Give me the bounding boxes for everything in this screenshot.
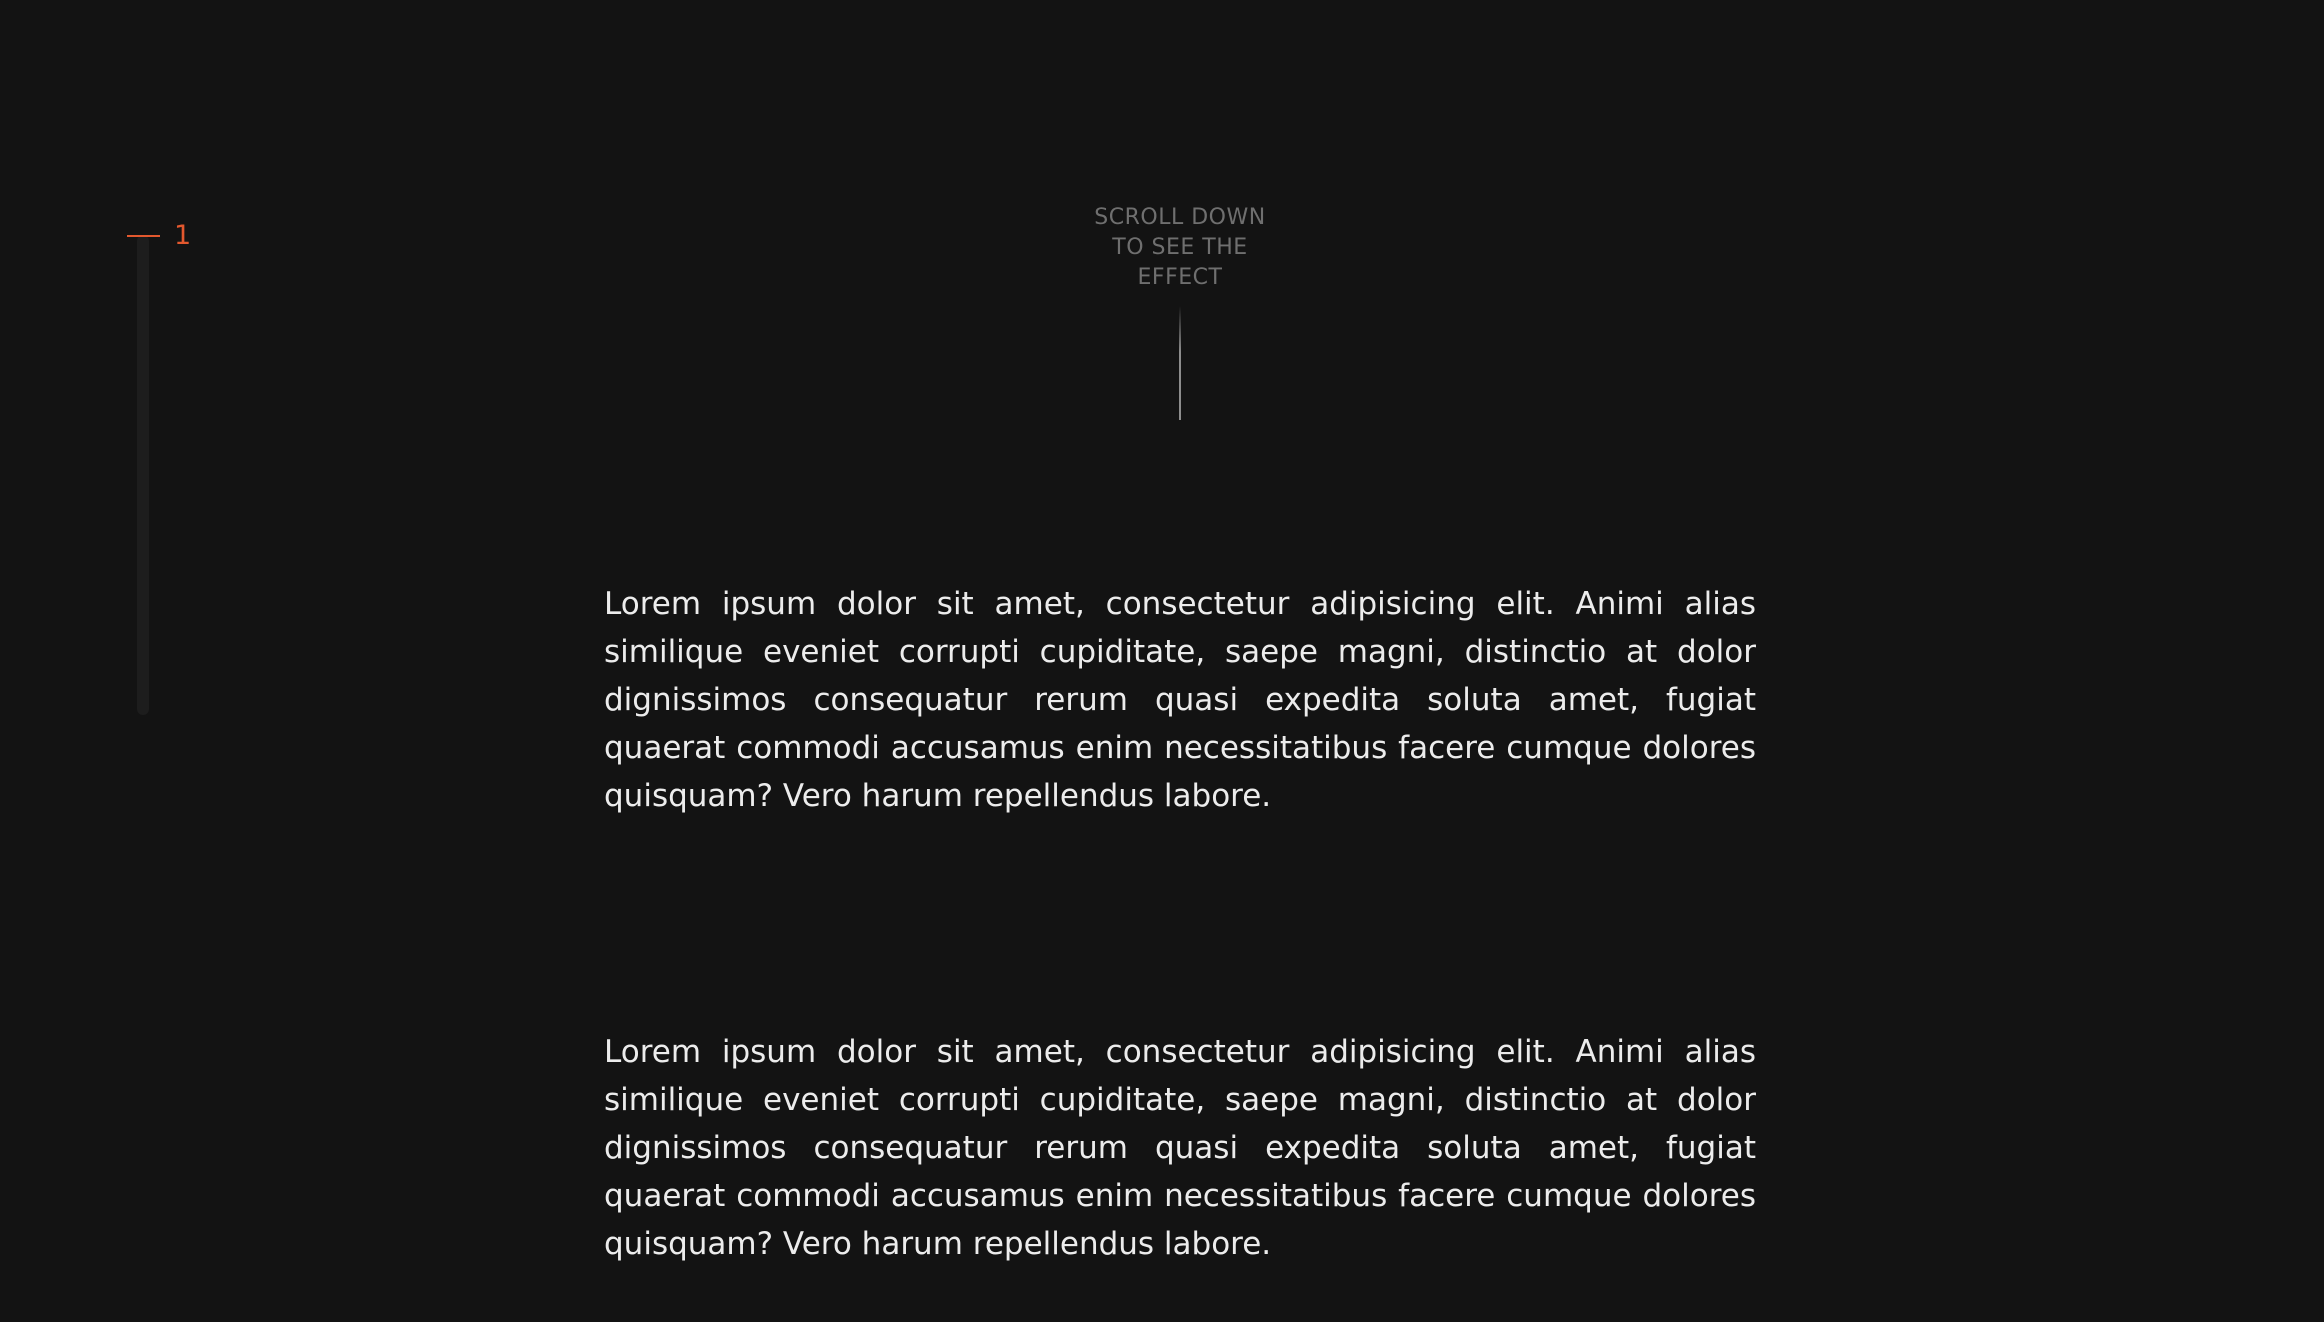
progress-dash-icon [127,235,160,237]
scroll-hint-line: SCROLL DOWN [1094,205,1266,230]
scroll-hint-line: EFFECT [1137,265,1223,290]
scroll-indicator-line [1179,306,1181,420]
scroll-progress-indicator [127,222,191,249]
scroll-hint-line: TO SEE THE [1112,235,1248,260]
content-paragraph: Lorem ipsum dolor sit amet, consectetur adipisicing elit. Animi alias similique eveniet corrupti cupiditate, saepe magni, distinctio at dolor dignissimos consequatur rerum quasi expedita soluta amet, fugiat quaerat commodi accusamus enim necessitatibus facere cumque dolores quisquam? Vero harum repellendus labore. [604,1034,1756,1262]
progress-section-number: 1 [174,220,192,251]
content-paragraph: Lorem ipsum dolor sit amet, consectetur adipisicing elit. Animi alias similique eveniet corrupti cupiditate, saepe magni, distinctio at dolor dignissimos consequatur rerum quasi expedita soluta amet, fugiat quaerat commodi accusamus enim necessitatibus facere cumque dolores quisquam? Vero harum repellendus labore. [604,586,1756,814]
scroll-down-hint [1030,203,1330,293]
scroll-progress-track [137,235,149,715]
